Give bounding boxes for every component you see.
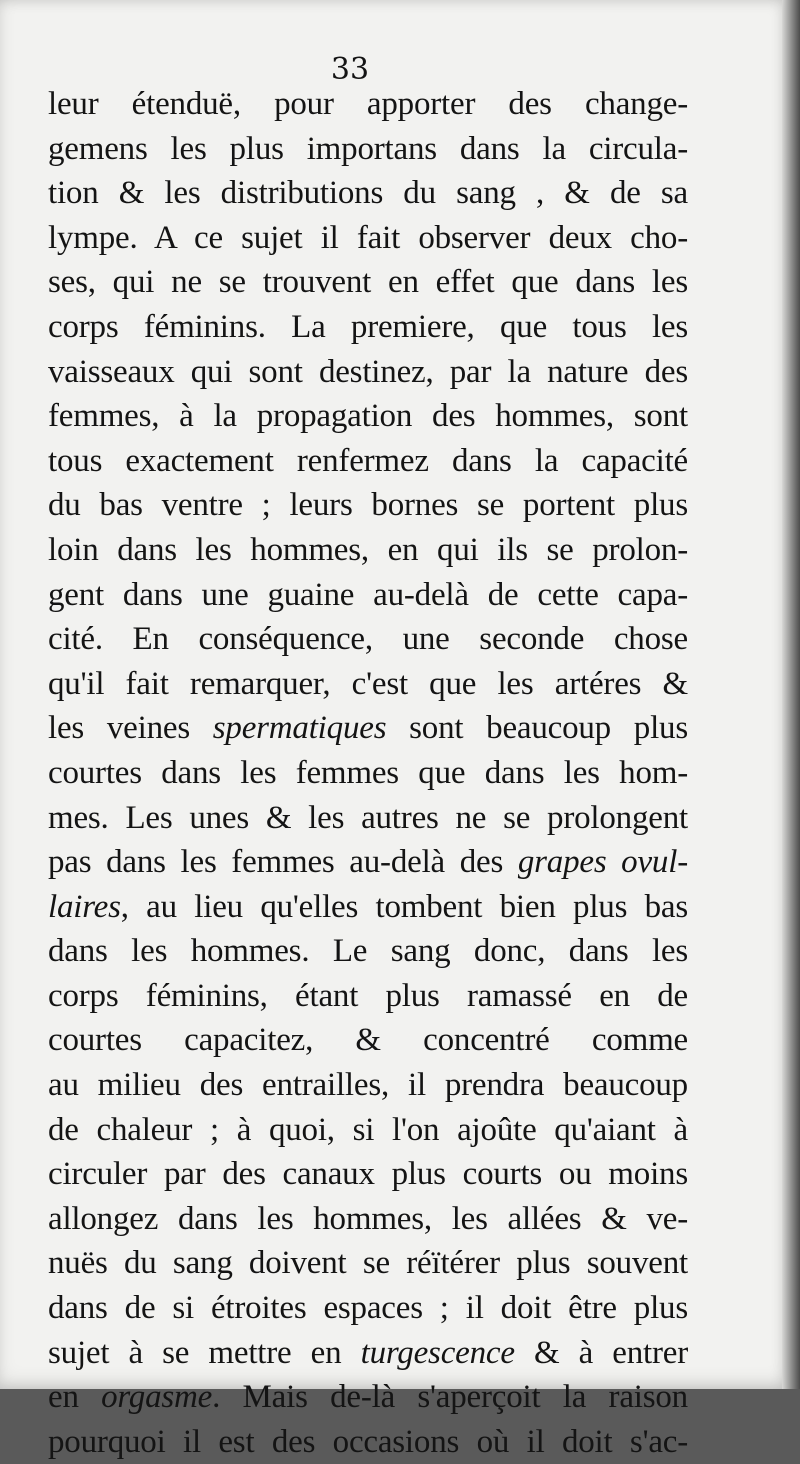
text-line: pourquoi il est des occasions où il doit s'ac- <box>48 1423 688 1460</box>
page-number: 33 <box>330 52 370 87</box>
text-line: en orgasme. Mais de-là s'aperçoit la raison <box>48 1379 688 1416</box>
text-line: loin dans les hommes, en qui ils se prolon- <box>48 531 688 568</box>
text-line: circuler par des canaux plus courts ou moins <box>48 1156 688 1193</box>
text-line: corps féminins, étant plus ramassé en de <box>48 977 688 1014</box>
text-line: leur étenduë, pour apporter des change- <box>48 86 688 122</box>
text-line: les veines spermatiques sont beaucoup plus <box>48 710 688 747</box>
text-line: allongez dans les hommes, les allées & ve- <box>48 1200 688 1237</box>
text-line: laires, au lieu qu'elles tombent bien plus bas <box>48 888 688 925</box>
text-line: lympe. A ce sujet il fait observer deux cho- <box>48 219 688 256</box>
text-line: sujet à se mettre en turgescence & à entrer <box>48 1334 689 1371</box>
text-line: vaisseaux qui sont destinez, par la nature des <box>48 353 688 390</box>
text-line: dans de si étroites espaces ; il doit être plus <box>48 1290 688 1327</box>
body-text <box>48 82 688 1464</box>
text-line: pas dans les femmes au-delà des grapes ovul- <box>48 844 688 881</box>
text-line: nuës du sang doivent se réïtérer plus souvent <box>48 1245 688 1282</box>
page-edge-shadow <box>782 0 800 1389</box>
text-line: courtes capacitez, & concentré comme <box>48 1022 688 1059</box>
text-line: ses, qui ne se trouvent en effet que dans les <box>48 264 688 301</box>
text-line: qu'il fait remarquer, c'est que les artéres & <box>48 665 688 702</box>
text-line: cité. En conséquence, une seconde chose <box>48 621 688 658</box>
text-line: tous exactement renfermez dans la capacité <box>48 442 688 479</box>
text-line: corps féminins. La premiere, que tous les <box>48 308 688 345</box>
text-line: tion & les distributions du sang , & de sa <box>48 175 688 212</box>
text-line: de chaleur ; à quoi, si l'on ajoûte qu'aiant à <box>48 1111 688 1148</box>
text-line: courtes dans les femmes que dans les hom- <box>48 754 688 791</box>
text-line: du bas ventre ; leurs bornes se portent plus <box>48 487 688 524</box>
text-line: dans les hommes. Le sang donc, dans les <box>48 933 688 970</box>
text-line: gent dans une guaine au-delà de cette capa- <box>48 576 688 613</box>
text-line: gemens les plus importans dans la circula- <box>48 130 688 167</box>
text-line: mes. Les unes & les autres ne se prolongent <box>48 799 688 836</box>
text-line: femmes, à la propagation des hommes, sont <box>48 398 688 435</box>
text-line: au milieu des entrailles, il prendra beaucoup <box>48 1067 688 1104</box>
